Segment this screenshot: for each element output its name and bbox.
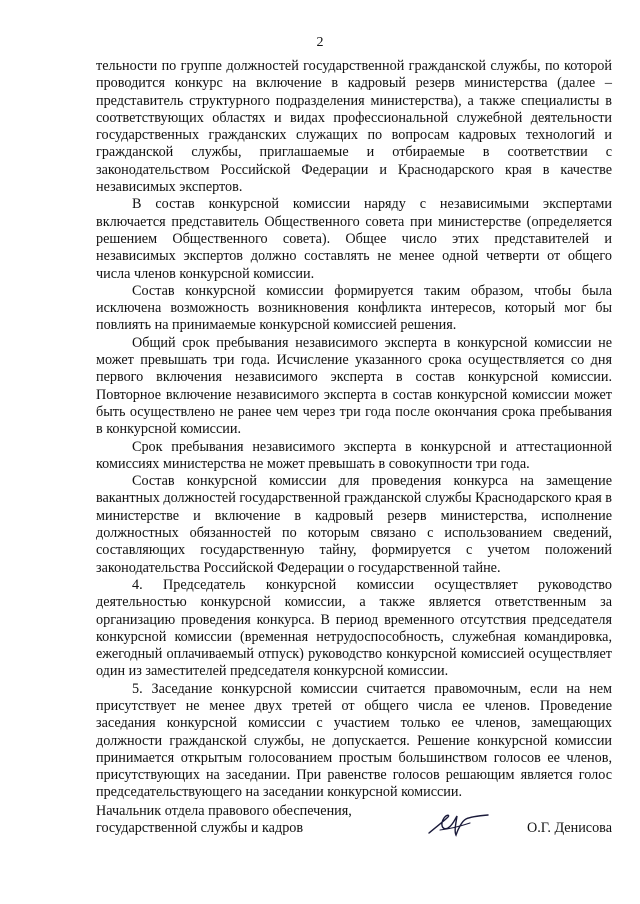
signer-name: О.Г. Денисова xyxy=(526,820,612,836)
paragraph: Состав конкурсной комиссии для проведения конкурса на замещение вакантных должностей государственной гражданской службы Краснодарского края в министерстве и включение в кадровый резерв министерства, исполнение должностных обязанностей по которым связано с использованием сведений, составляющих государственную тайну, формируется с учетом положений законодательства Российской Федерации о государственной тайне. xyxy=(96,473,612,576)
paragraph: Общий срок пребывания независимого эксперта в конкурсной комиссии не может превышать три года. Исчисление указанного срока осуществляется со дня первого включения независимого эксперта в состав конкурсной комиссии. Повторное включение независимого эксперта в состав конкурсной комиссии может быть осуществлено не ранее чем через три года после окончания срока пребывания в конкурсной комиссии. xyxy=(96,334,612,438)
signer-position-line: государственной службы и кадров xyxy=(96,820,304,837)
paragraph: 5. Заседание конкурсной комиссии считается правомочным, если на нем присутствует не менее двух третей от общего числа ее членов. Проведение заседания конкурсной комиссии с участием только ее членов, замещающих должности гражданской службы, не допускается. Решение конкурсной комиссии принимается открытым голосованием простым большинством голосов ее членов, присутствующих на заседании. При равенстве голосов решающим является голос председательствующего на заседании конкурсной комиссии. xyxy=(96,680,612,801)
paragraph: Срок пребывания независимого эксперта в конкурсной и аттестационной комиссиях министерства не может превышать в совокупности три года. xyxy=(96,438,612,472)
handwritten-signature xyxy=(426,807,492,843)
document-body xyxy=(96,58,612,802)
paragraph: тельности по группе должностей государственной гражданской службы, по которой проводится конкурс на включение в кадровый резерв министерства (далее – представитель структурного подразделения министерства), а также специалисты в соответствующих областях и видах профессиональной служебной деятельности государственных гражданских служащих по вопросам кадровых технологий и гражданской службы, приглашаемые и отбираемые в соответствии с законодательством Российской Федерации и Краснодарского края в качестве независимых экспертов. xyxy=(96,58,612,196)
paragraph: В состав конкурсной комиссии наряду с независимыми экспертами включается представитель Общественного совета при министерстве (определяется решением Общественного совета). Общее число этих представителей и независимых экспертов должно составлять не менее одной четверти от общего числа членов конкурсной комиссии. xyxy=(96,196,612,282)
signature-graphic xyxy=(426,807,492,843)
signature-block xyxy=(96,803,612,838)
signer-position xyxy=(96,803,396,838)
signer-position-line: Начальник отдела правового обеспечения, xyxy=(96,803,352,819)
paragraph: 4. Председатель конкурсной комиссии осуществляет руководство деятельностью конкурсной комиссии, а также является ответственным за организацию проведения конкурса. В период временного отсутствия председателя конкурсной комиссии (временная нетрудоспособность, служебная командировка, ежегодный оплачиваемый отпуск) руководство конкурсной комиссией осуществляет один из заместителей председателя конкурсной комиссии. xyxy=(96,576,612,680)
paragraph: Состав конкурсной комиссии формируется таким образом, чтобы была исключена возможность возникновения конфликта интересов, который мог бы повлиять на принимаемые конкурсной комиссией решения. xyxy=(96,282,612,334)
page-number: 2 xyxy=(316,35,324,50)
